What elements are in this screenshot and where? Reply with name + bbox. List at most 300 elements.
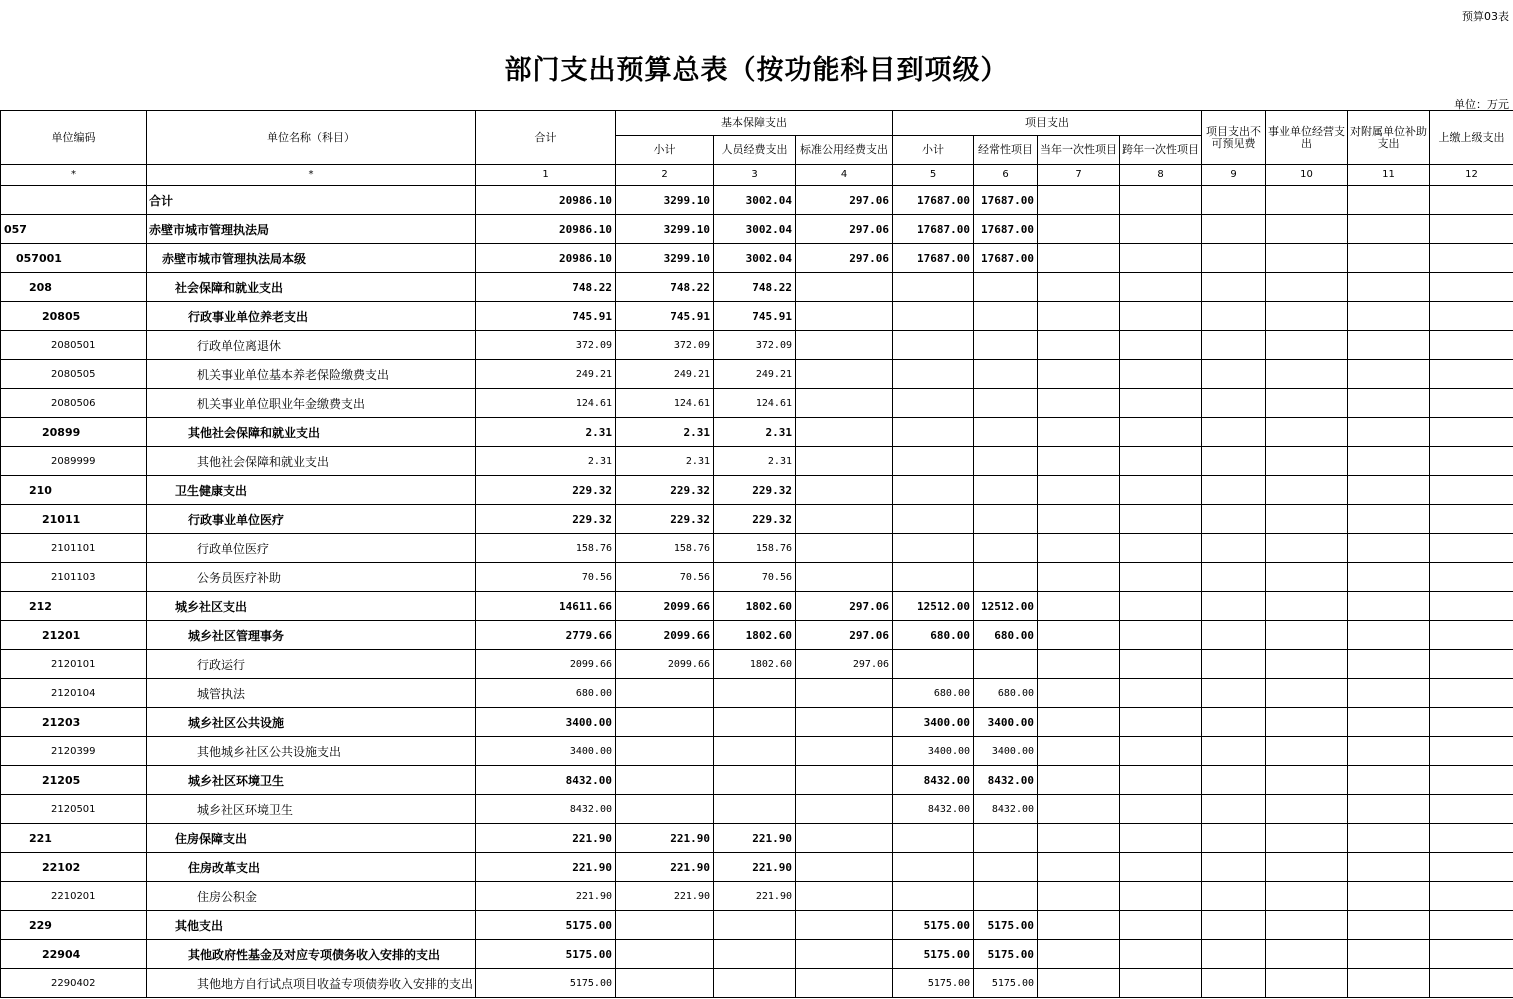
cell-total: 8432.00 (476, 795, 616, 824)
cell-basic-sub: 2.31 (616, 447, 714, 476)
cell-empty (1430, 824, 1513, 853)
cell-code: 22102 (1, 853, 147, 882)
cell-proj-sub: 5175.00 (893, 940, 974, 969)
cell-name: 行政单位离退休 (147, 331, 476, 360)
cell-proj-sub (893, 360, 974, 389)
cell-standard (796, 389, 893, 418)
cell-empty (1038, 186, 1120, 215)
cell-regular: 3400.00 (974, 708, 1038, 737)
cell-standard (796, 824, 893, 853)
cell-empty (1202, 418, 1266, 447)
cell-total: 2099.66 (476, 650, 616, 679)
cell-code: 21201 (1, 621, 147, 650)
cell-empty (1120, 244, 1202, 273)
cell-empty (1266, 708, 1348, 737)
table-row (1, 505, 1513, 534)
cell-personnel: 221.90 (714, 853, 796, 882)
cell-empty (1348, 505, 1430, 534)
cell-name: 行政事业单位养老支出 (147, 302, 476, 331)
cell-empty (1266, 331, 1348, 360)
cell-regular (974, 534, 1038, 563)
cell-empty (1038, 708, 1120, 737)
cell-empty (1202, 621, 1266, 650)
cell-code: 2080501 (1, 331, 147, 360)
cell-empty (1202, 505, 1266, 534)
cell-proj-sub: 5175.00 (893, 969, 974, 998)
cell-personnel: 229.32 (714, 476, 796, 505)
cell-regular: 17687.00 (974, 244, 1038, 273)
cell-code: 20899 (1, 418, 147, 447)
cell-code: 057 (1, 215, 147, 244)
cell-standard (796, 273, 893, 302)
table-row (1, 273, 1513, 302)
table-row (1, 853, 1513, 882)
cell-basic-sub (616, 795, 714, 824)
table-body (1, 186, 1513, 998)
cell-total: 748.22 (476, 273, 616, 302)
cell-personnel: 1802.60 (714, 592, 796, 621)
cell-empty (1120, 215, 1202, 244)
cell-empty (1430, 186, 1513, 215)
cell-proj-sub: 17687.00 (893, 186, 974, 215)
cell-proj-sub: 3400.00 (893, 708, 974, 737)
header-basic-standard: 标准公用经费支出 (796, 136, 893, 165)
cell-total: 745.91 (476, 302, 616, 331)
cell-standard (796, 708, 893, 737)
cell-name: 其他社会保障和就业支出 (147, 418, 476, 447)
cell-standard: 297.06 (796, 592, 893, 621)
cell-total: 229.32 (476, 476, 616, 505)
cell-basic-sub (616, 708, 714, 737)
cell-total: 3400.00 (476, 737, 616, 766)
cell-empty (1266, 824, 1348, 853)
cell-empty (1120, 940, 1202, 969)
header-project-one-current: 当年一次性项目 (1038, 136, 1120, 165)
cell-personnel (714, 679, 796, 708)
cell-empty (1266, 360, 1348, 389)
cell-empty (1348, 882, 1430, 911)
cell-basic-sub: 70.56 (616, 563, 714, 592)
cell-empty (1038, 331, 1120, 360)
cell-proj-sub (893, 389, 974, 418)
cell-name: 卫生健康支出 (147, 476, 476, 505)
cell-regular (974, 476, 1038, 505)
cell-name: 城乡社区公共设施 (147, 708, 476, 737)
table-row (1, 795, 1513, 824)
cell-empty (1202, 650, 1266, 679)
cell-empty (1120, 737, 1202, 766)
table-row (1, 737, 1513, 766)
cell-code: 20805 (1, 302, 147, 331)
cell-empty (1202, 911, 1266, 940)
cell-basic-sub: 221.90 (616, 882, 714, 911)
cell-empty (1266, 534, 1348, 563)
cell-empty (1038, 534, 1120, 563)
cell-basic-sub: 3299.10 (616, 244, 714, 273)
cell-total: 249.21 (476, 360, 616, 389)
header-name: 单位名称（科目） (147, 111, 476, 165)
cell-empty (1266, 244, 1348, 273)
table-row (1, 389, 1513, 418)
cell-empty (1266, 476, 1348, 505)
cell-regular (974, 389, 1038, 418)
cell-empty (1348, 853, 1430, 882)
cell-basic-sub: 745.91 (616, 302, 714, 331)
cell-name: 城乡社区管理事务 (147, 621, 476, 650)
cell-code: 2089999 (1, 447, 147, 476)
cell-empty (1348, 186, 1430, 215)
cell-name: 其他支出 (147, 911, 476, 940)
cell-standard (796, 911, 893, 940)
cell-proj-sub (893, 476, 974, 505)
table-row (1, 186, 1513, 215)
cell-standard (796, 679, 893, 708)
cell-empty (1430, 418, 1513, 447)
cell-empty (1348, 969, 1430, 998)
cell-code (1, 186, 147, 215)
cell-empty (1430, 505, 1513, 534)
index-cell: 11 (1348, 165, 1430, 186)
cell-personnel: 3002.04 (714, 215, 796, 244)
cell-name: 行政运行 (147, 650, 476, 679)
cell-empty (1120, 621, 1202, 650)
cell-empty (1038, 940, 1120, 969)
cell-empty (1348, 389, 1430, 418)
header-basic-subtotal: 小计 (616, 136, 714, 165)
cell-personnel: 1802.60 (714, 621, 796, 650)
cell-empty (1266, 650, 1348, 679)
cell-empty (1348, 273, 1430, 302)
table-row (1, 592, 1513, 621)
cell-empty (1430, 476, 1513, 505)
cell-empty (1202, 447, 1266, 476)
table-row (1, 447, 1513, 476)
cell-empty (1430, 389, 1513, 418)
cell-empty (1430, 940, 1513, 969)
cell-empty (1266, 679, 1348, 708)
cell-standard: 297.06 (796, 186, 893, 215)
cell-regular: 17687.00 (974, 186, 1038, 215)
cell-total: 124.61 (476, 389, 616, 418)
table-row (1, 766, 1513, 795)
cell-empty (1120, 679, 1202, 708)
cell-regular: 17687.00 (974, 215, 1038, 244)
cell-empty (1348, 766, 1430, 795)
cell-basic-sub (616, 969, 714, 998)
table-row (1, 882, 1513, 911)
cell-empty (1430, 331, 1513, 360)
cell-total: 221.90 (476, 853, 616, 882)
cell-standard (796, 766, 893, 795)
cell-empty (1348, 331, 1430, 360)
cell-name: 行政单位医疗 (147, 534, 476, 563)
cell-empty (1266, 389, 1348, 418)
cell-basic-sub: 748.22 (616, 273, 714, 302)
table-row (1, 708, 1513, 737)
cell-empty (1266, 853, 1348, 882)
cell-empty (1120, 853, 1202, 882)
cell-empty (1038, 882, 1120, 911)
cell-code: 212 (1, 592, 147, 621)
cell-empty (1038, 447, 1120, 476)
cell-empty (1120, 186, 1202, 215)
cell-proj-sub: 8432.00 (893, 766, 974, 795)
cell-empty (1038, 215, 1120, 244)
cell-empty (1430, 302, 1513, 331)
cell-empty (1038, 679, 1120, 708)
cell-empty (1120, 911, 1202, 940)
cell-regular: 5175.00 (974, 940, 1038, 969)
cell-total: 5175.00 (476, 969, 616, 998)
cell-empty (1038, 853, 1120, 882)
cell-empty (1038, 621, 1120, 650)
cell-empty (1202, 882, 1266, 911)
cell-standard (796, 853, 893, 882)
cell-regular (974, 650, 1038, 679)
cell-empty (1266, 737, 1348, 766)
cell-code: 22904 (1, 940, 147, 969)
header-project: 项目支出 (893, 111, 1202, 136)
cell-standard (796, 795, 893, 824)
table-row (1, 215, 1513, 244)
index-cell: 8 (1120, 165, 1202, 186)
cell-proj-sub: 17687.00 (893, 215, 974, 244)
cell-regular (974, 331, 1038, 360)
cell-empty (1430, 882, 1513, 911)
cell-empty (1038, 418, 1120, 447)
cell-code: 2120501 (1, 795, 147, 824)
cell-standard (796, 331, 893, 360)
cell-regular (974, 360, 1038, 389)
index-cell: 4 (796, 165, 893, 186)
cell-proj-sub: 3400.00 (893, 737, 974, 766)
cell-personnel: 748.22 (714, 273, 796, 302)
cell-empty (1430, 766, 1513, 795)
cell-standard (796, 969, 893, 998)
cell-name: 城乡社区环境卫生 (147, 766, 476, 795)
cell-empty (1348, 418, 1430, 447)
cell-proj-sub (893, 331, 974, 360)
cell-regular: 680.00 (974, 621, 1038, 650)
cell-empty (1348, 244, 1430, 273)
cell-personnel: 745.91 (714, 302, 796, 331)
cell-standard: 297.06 (796, 650, 893, 679)
cell-name: 赤壁市城市管理执法局 (147, 215, 476, 244)
cell-empty (1348, 940, 1430, 969)
header-basic-personnel: 人员经费支出 (714, 136, 796, 165)
cell-code: 2101101 (1, 534, 147, 563)
cell-personnel: 229.32 (714, 505, 796, 534)
cell-proj-sub (893, 563, 974, 592)
cell-empty (1430, 244, 1513, 273)
cell-empty (1266, 940, 1348, 969)
cell-regular (974, 853, 1038, 882)
cell-regular (974, 824, 1038, 853)
cell-standard: 297.06 (796, 215, 893, 244)
cell-code: 210 (1, 476, 147, 505)
cell-empty (1430, 563, 1513, 592)
table-row (1, 621, 1513, 650)
index-cell: 10 (1266, 165, 1348, 186)
cell-regular (974, 273, 1038, 302)
cell-empty (1266, 969, 1348, 998)
cell-empty (1038, 505, 1120, 534)
cell-total: 2.31 (476, 447, 616, 476)
cell-empty (1266, 592, 1348, 621)
cell-personnel: 158.76 (714, 534, 796, 563)
table-row (1, 824, 1513, 853)
cell-name: 其他政府性基金及对应专项债务收入安排的支出 (147, 940, 476, 969)
cell-basic-sub: 221.90 (616, 824, 714, 853)
cell-code: 2210201 (1, 882, 147, 911)
table-row (1, 969, 1513, 998)
cell-empty (1120, 476, 1202, 505)
cell-total: 14611.66 (476, 592, 616, 621)
cell-empty (1348, 621, 1430, 650)
cell-empty (1038, 737, 1120, 766)
cell-basic-sub: 2099.66 (616, 650, 714, 679)
cell-empty (1266, 795, 1348, 824)
cell-code: 21205 (1, 766, 147, 795)
cell-empty (1430, 360, 1513, 389)
cell-name: 城乡社区环境卫生 (147, 795, 476, 824)
cell-proj-sub: 5175.00 (893, 911, 974, 940)
cell-empty (1430, 650, 1513, 679)
index-cell: 3 (714, 165, 796, 186)
index-cell: 2 (616, 165, 714, 186)
cell-empty (1202, 389, 1266, 418)
cell-total: 2.31 (476, 418, 616, 447)
cell-empty (1038, 273, 1120, 302)
cell-personnel (714, 969, 796, 998)
cell-empty (1120, 795, 1202, 824)
cell-personnel: 249.21 (714, 360, 796, 389)
cell-standard (796, 302, 893, 331)
cell-total: 229.32 (476, 505, 616, 534)
table-row (1, 679, 1513, 708)
cell-regular: 8432.00 (974, 766, 1038, 795)
cell-total: 8432.00 (476, 766, 616, 795)
cell-total: 20986.10 (476, 215, 616, 244)
cell-empty (1430, 592, 1513, 621)
cell-empty (1120, 969, 1202, 998)
cell-empty (1038, 650, 1120, 679)
cell-basic-sub: 229.32 (616, 476, 714, 505)
cell-total: 20986.10 (476, 186, 616, 215)
cell-empty (1348, 215, 1430, 244)
table-row (1, 331, 1513, 360)
index-cell: * (1, 165, 147, 186)
cell-empty (1038, 360, 1120, 389)
cell-empty (1348, 302, 1430, 331)
cell-empty (1120, 273, 1202, 302)
cell-empty (1038, 911, 1120, 940)
cell-regular: 5175.00 (974, 911, 1038, 940)
cell-regular (974, 418, 1038, 447)
index-cell: 1 (476, 165, 616, 186)
cell-standard (796, 476, 893, 505)
cell-basic-sub: 3299.10 (616, 215, 714, 244)
index-cell: 7 (1038, 165, 1120, 186)
cell-empty (1120, 824, 1202, 853)
cell-empty (1430, 621, 1513, 650)
cell-code: 2120101 (1, 650, 147, 679)
cell-empty (1202, 186, 1266, 215)
cell-personnel (714, 766, 796, 795)
cell-regular: 8432.00 (974, 795, 1038, 824)
cell-standard (796, 418, 893, 447)
cell-proj-sub: 12512.00 (893, 592, 974, 621)
cell-basic-sub (616, 766, 714, 795)
cell-empty (1348, 360, 1430, 389)
cell-total: 5175.00 (476, 911, 616, 940)
cell-empty (1202, 795, 1266, 824)
index-cell: 9 (1202, 165, 1266, 186)
index-cell: 12 (1430, 165, 1513, 186)
cell-code: 221 (1, 824, 147, 853)
cell-personnel (714, 795, 796, 824)
cell-regular: 12512.00 (974, 592, 1038, 621)
header-business: 事业单位经营支出 (1266, 111, 1348, 165)
cell-regular: 5175.00 (974, 969, 1038, 998)
table-row (1, 650, 1513, 679)
cell-empty (1202, 679, 1266, 708)
header-project-one-cross: 跨年一次性项目 (1120, 136, 1202, 165)
table-row (1, 302, 1513, 331)
cell-regular (974, 447, 1038, 476)
index-cell: 5 (893, 165, 974, 186)
cell-empty (1202, 244, 1266, 273)
cell-personnel: 2.31 (714, 447, 796, 476)
cell-total: 158.76 (476, 534, 616, 563)
cell-empty (1202, 273, 1266, 302)
page-title: 部门支出预算总表（按功能科目到项级） (504, 55, 1009, 86)
table-row (1, 911, 1513, 940)
cell-basic-sub (616, 911, 714, 940)
cell-name: 其他地方自行试点项目收益专项债券收入安排的支出 (147, 969, 476, 998)
cell-empty (1038, 795, 1120, 824)
cell-empty (1266, 882, 1348, 911)
cell-empty (1038, 244, 1120, 273)
cell-standard (796, 505, 893, 534)
cell-name: 行政事业单位医疗 (147, 505, 476, 534)
cell-proj-sub: 8432.00 (893, 795, 974, 824)
cell-empty (1202, 824, 1266, 853)
cell-proj-sub (893, 273, 974, 302)
cell-basic-sub (616, 737, 714, 766)
cell-name: 住房保障支出 (147, 824, 476, 853)
index-cell: * (147, 165, 476, 186)
cell-proj-sub: 17687.00 (893, 244, 974, 273)
cell-empty (1430, 853, 1513, 882)
cell-name: 住房公积金 (147, 882, 476, 911)
cell-name: 机关事业单位职业年金缴费支出 (147, 389, 476, 418)
cell-empty (1038, 969, 1120, 998)
cell-personnel: 372.09 (714, 331, 796, 360)
cell-empty (1202, 969, 1266, 998)
cell-regular (974, 563, 1038, 592)
cell-empty (1266, 186, 1348, 215)
cell-empty (1120, 592, 1202, 621)
cell-empty (1348, 795, 1430, 824)
cell-empty (1430, 273, 1513, 302)
cell-personnel (714, 737, 796, 766)
cell-total: 3400.00 (476, 708, 616, 737)
cell-name: 城乡社区支出 (147, 592, 476, 621)
cell-basic-sub: 2099.66 (616, 592, 714, 621)
cell-empty (1202, 766, 1266, 795)
cell-empty (1266, 911, 1348, 940)
